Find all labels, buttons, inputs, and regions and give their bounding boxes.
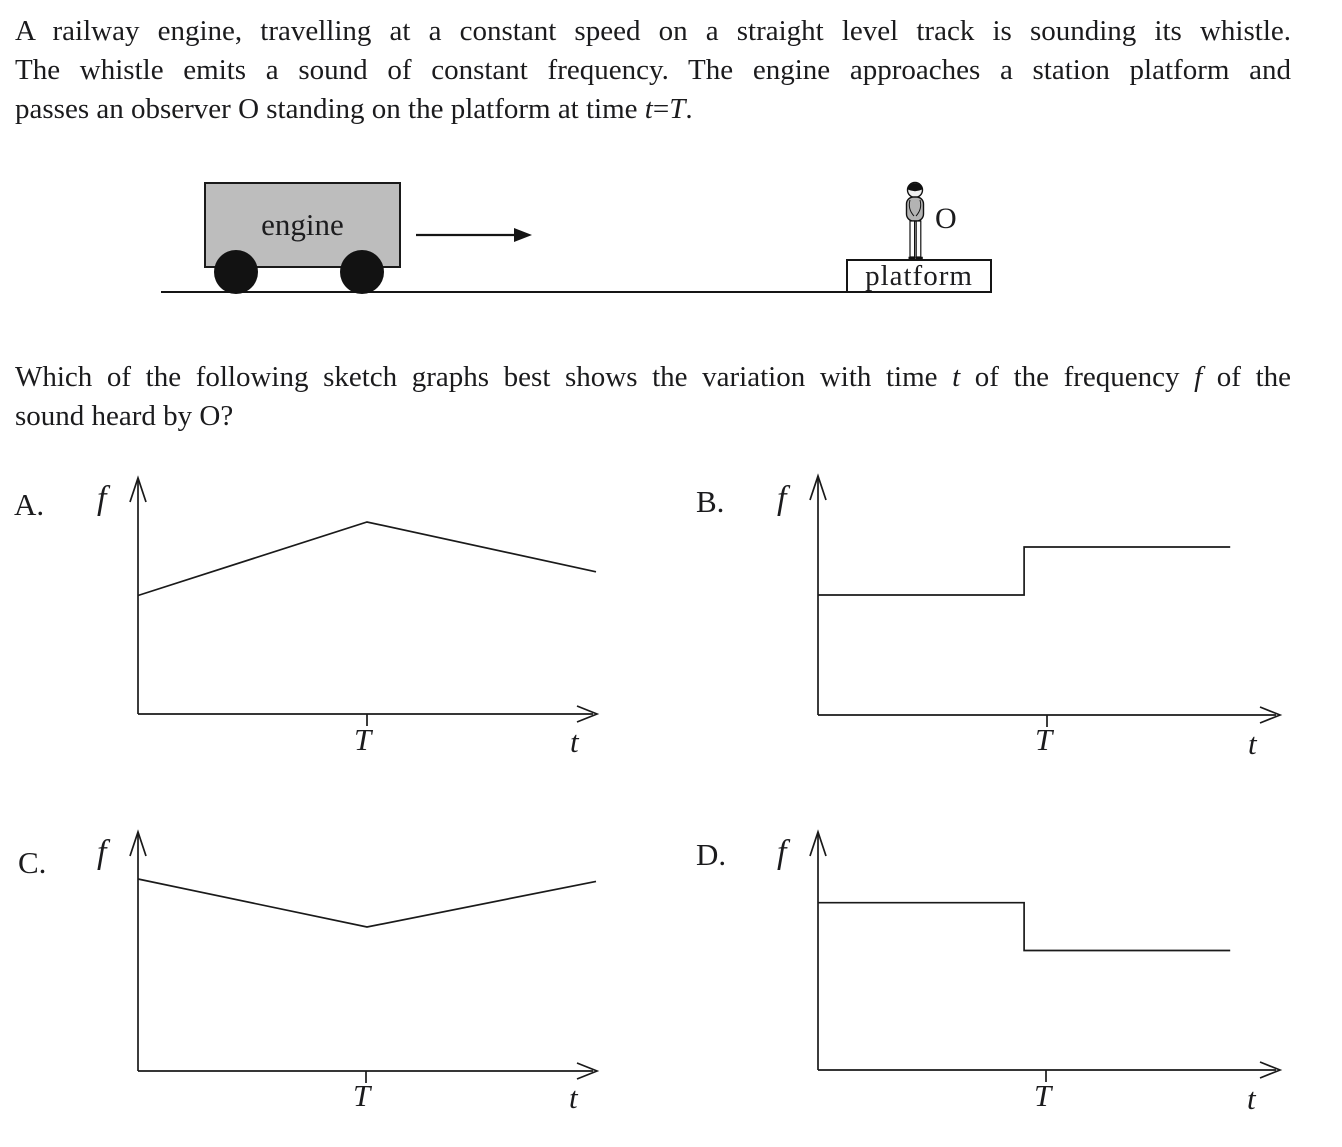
intro-line-2: The whistle emits a sound of constant frequency. The engine approaches a station platform and [15, 54, 1291, 86]
frequency-curve-B [818, 547, 1230, 595]
graph-a-ylabel: f [97, 480, 107, 517]
option-a-label: A. [14, 487, 45, 522]
frequency-curve-C [138, 879, 596, 927]
engine-wheel-right [340, 250, 384, 294]
question-line-1 [15, 358, 1291, 397]
question-line-2: sound heard by O? [15, 400, 234, 432]
equals-sign: = [652, 93, 670, 125]
frequency-curve-A [138, 522, 596, 596]
graph-d-xlabel: t [1247, 1081, 1256, 1116]
graph-d-tick-label: T [1034, 1078, 1052, 1113]
var-t: t [952, 361, 961, 393]
option-b-label: B. [696, 484, 725, 519]
question-line-1-mid: of the frequency [960, 361, 1195, 393]
observer-figure-icon [901, 181, 931, 261]
graph-a-xlabel: t [570, 724, 579, 759]
intro-paragraph [15, 12, 1291, 129]
question-line-1-text: Which of the following sketch graphs best shows the variation with time [15, 361, 953, 393]
question-line-1-end: of the [1202, 361, 1291, 393]
graph-c-tick-label: T [353, 1078, 371, 1113]
intro-line-3-text: passes an observer O standing on the platform at time [15, 93, 645, 125]
observer-label: O [935, 202, 957, 235]
graph-d-ylabel: f [777, 834, 787, 871]
graph-a-tick-label: T [354, 722, 372, 757]
graph-b-xlabel: t [1248, 726, 1257, 761]
intro-line-1: A railway engine, travelling at a constant speed on a straight level track is sounding its whistle. [15, 15, 1291, 47]
graph-c-ylabel: f [97, 834, 107, 871]
var-T: T [669, 93, 686, 125]
graph-d [780, 820, 1300, 1120]
graph-c [100, 820, 610, 1120]
option-d-label: D. [696, 837, 727, 872]
platform-box [846, 259, 992, 293]
question-text [15, 358, 1291, 436]
period: . [685, 93, 693, 125]
engine-label: engine [261, 207, 344, 242]
intro-line-3 [15, 90, 1291, 129]
var-t: t [644, 93, 653, 125]
graph-b-tick-label: T [1035, 722, 1053, 757]
platform-label: platform [865, 259, 973, 292]
scenario-diagram [0, 150, 1342, 330]
option-c-label: C. [18, 845, 47, 880]
velocity-arrow-icon [416, 226, 536, 244]
var-f: f [1194, 361, 1203, 393]
graph-c-xlabel: t [569, 1080, 578, 1115]
graph-b-ylabel: f [777, 480, 787, 517]
engine-wheel-left [214, 250, 258, 294]
frequency-curve-D [818, 903, 1230, 951]
